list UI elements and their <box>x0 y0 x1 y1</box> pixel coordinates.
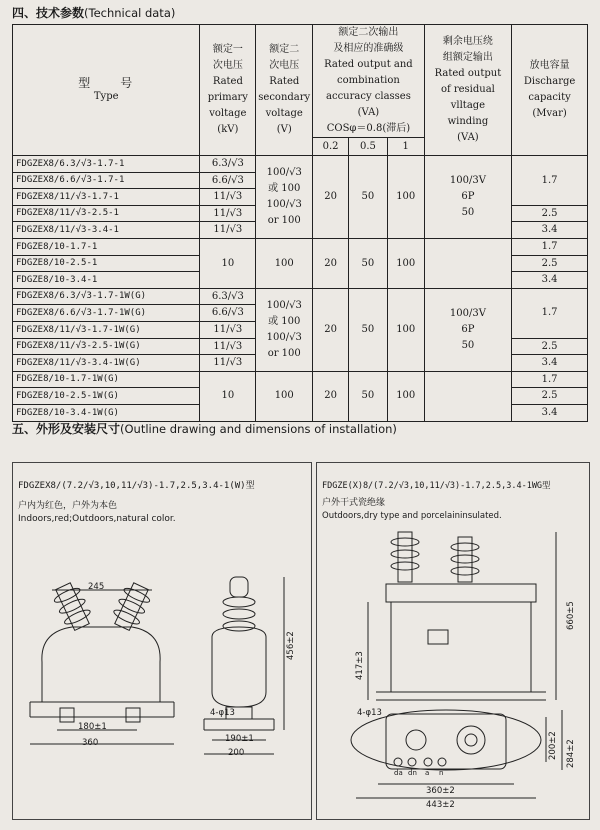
class-1-cell: 100 <box>387 156 424 239</box>
type-cell: FDGZEX8/6.3/√3-1.7-1 <box>13 156 200 173</box>
drawing-right-note-cn: 户外干式瓷绝缘 <box>322 498 386 508</box>
drawing-left-note-en: Indoors,red;Outdoors,natural color. <box>18 514 176 524</box>
terminal-a: a <box>425 769 430 777</box>
drawing-left-title: FDGZEX8/(7.2/√3,10,11/√3)-1.7,2.5,3.4-1(W)型 <box>18 481 255 491</box>
dim-hole-right: 4-φ13 <box>357 708 382 718</box>
section-title-en: (Outline drawing and dimensions of installation) <box>120 422 397 436</box>
class-0-2-cell: 20 <box>313 156 349 239</box>
drawing-right-svg <box>316 462 588 818</box>
section-title-technical-data <box>12 4 175 21</box>
discharge-cell: 1.7 <box>512 371 588 388</box>
discharge-cell: 1.7 <box>512 156 588 206</box>
dim-360: 360 <box>82 738 99 748</box>
type-cell: FDGZE8/10-2.5-1 <box>13 255 200 272</box>
class-0-2-cell: 20 <box>313 371 349 421</box>
class-0-5-cell: 50 <box>349 156 388 239</box>
header-class-1: 1 <box>387 138 424 156</box>
primary-cell: 10 <box>200 238 256 288</box>
type-cell: FDGZEX8/6.6/√3-1.7-1W(G) <box>13 305 200 322</box>
discharge-cell: 3.4 <box>512 222 588 239</box>
dim-284: 284±2 <box>566 739 576 768</box>
discharge-cell: 3.4 <box>512 404 588 421</box>
type-cell: FDGZEX8/11/√3-3.4-1 <box>13 222 200 239</box>
primary-cell: 6.3/√3 <box>200 156 256 173</box>
class-1-cell: 100 <box>387 371 424 421</box>
discharge-cell: 3.4 <box>512 355 588 372</box>
table-row <box>13 371 588 388</box>
discharge-cell: 1.7 <box>512 288 588 338</box>
type-cell: FDGZEX8/11/√3-1.7-1W(G) <box>13 321 200 338</box>
dim-245: 245 <box>88 582 105 592</box>
dim-456: 456±2 <box>286 631 296 660</box>
dim-443: 443±2 <box>426 800 455 810</box>
primary-cell: 6.6/√3 <box>200 172 256 189</box>
table-row <box>13 288 588 305</box>
primary-cell: 11/√3 <box>200 189 256 206</box>
drawing-right-title: FDGZE(X)8/(7.2/√3,10,11/√3)-1.7,2.5,3.4-1WG型 <box>322 481 551 491</box>
type-cell: FDGZEX8/6.6/√3-1.7-1 <box>13 172 200 189</box>
type-cell: FDGZEX8/11/√3-2.5-1W(G) <box>13 338 200 355</box>
class-0-5-cell: 50 <box>349 238 388 288</box>
secondary-cell: 100/√3 或 100 100/√3 or 100 <box>256 288 313 371</box>
discharge-cell: 2.5 <box>512 255 588 272</box>
primary-cell: 6.6/√3 <box>200 305 256 322</box>
dim-200-right: 200±2 <box>548 731 558 760</box>
header-primary-voltage: 额定一 次电压 Rated primary voltage (kV) <box>200 25 256 156</box>
type-cell: FDGZE8/10-1.7-1W(G) <box>13 371 200 388</box>
header-secondary-voltage: 额定二 次电压 Rated secondary voltage (V) <box>256 25 313 156</box>
terminal-n: n <box>439 769 444 777</box>
header-class-0-5: 0.5 <box>349 138 388 156</box>
section-title-outline-drawing <box>12 420 397 437</box>
table-row <box>13 238 588 255</box>
primary-cell: 11/√3 <box>200 321 256 338</box>
primary-cell: 11/√3 <box>200 222 256 239</box>
type-cell: FDGZE8/10-1.7-1 <box>13 238 200 255</box>
header-class-0-2: 0.2 <box>313 138 349 156</box>
class-0-2-cell: 20 <box>313 288 349 371</box>
terminal-dn: dn <box>408 769 417 777</box>
section-title-en: (Technical data) <box>84 6 176 20</box>
terminal-da: da <box>394 769 403 777</box>
discharge-cell: 3.4 <box>512 272 588 289</box>
type-cell: FDGZEX8/11/√3-2.5-1 <box>13 205 200 222</box>
secondary-cell: 100 <box>256 371 313 421</box>
dim-190: 190±1 <box>225 734 254 744</box>
type-cell: FDGZE8/10-3.4-1W(G) <box>13 404 200 421</box>
class-0-5-cell: 50 <box>349 288 388 371</box>
primary-cell: 6.3/√3 <box>200 288 256 305</box>
header-rated-output: 额定二次输出 及相应的准确级 Rated output and combination accuracy classes (VA) COSφ＝0.8(滞后) <box>313 25 424 138</box>
secondary-cell: 100 <box>256 238 313 288</box>
dim-180: 180±1 <box>78 722 107 732</box>
type-cell: FDGZEX8/6.3/√3-1.7-1W(G) <box>13 288 200 305</box>
primary-cell: 10 <box>200 371 256 421</box>
residual-cell <box>424 371 512 421</box>
technical-data-table <box>12 24 588 422</box>
drawing-right-note-en: Outdoors,dry type and porcelaininsulated. <box>322 511 502 521</box>
primary-cell: 11/√3 <box>200 355 256 372</box>
class-1-cell: 100 <box>387 288 424 371</box>
discharge-cell: 2.5 <box>512 388 588 405</box>
type-cell: FDGZE8/10-3.4-1 <box>13 272 200 289</box>
class-0-2-cell: 20 <box>313 238 349 288</box>
discharge-cell: 2.5 <box>512 205 588 222</box>
dim-360-right: 360±2 <box>426 786 455 796</box>
dim-hole-left: 4-φ13 <box>210 708 235 718</box>
table-row <box>13 156 588 173</box>
residual-cell: 100/3V 6P 50 <box>424 288 512 371</box>
dim-200: 200 <box>228 748 245 758</box>
discharge-cell: 2.5 <box>512 338 588 355</box>
section-title-cn: 五、外形及安装尺寸 <box>12 422 121 436</box>
header-residual-winding: 剩余电压绕 组额定输出 Rated output of residual vlltage winding (VA) <box>424 25 512 156</box>
type-cell: FDGZEX8/11/√3-3.4-1W(G) <box>13 355 200 372</box>
type-cell: FDGZEX8/11/√3-1.7-1 <box>13 189 200 206</box>
primary-cell: 11/√3 <box>200 338 256 355</box>
header-type: 型 号 Type <box>13 25 200 156</box>
section-title-cn: 四、技术参数 <box>12 6 85 20</box>
dim-660: 660±5 <box>566 601 576 630</box>
dim-417: 417±3 <box>355 651 365 680</box>
discharge-cell: 1.7 <box>512 238 588 255</box>
type-cell: FDGZE8/10-2.5-1W(G) <box>13 388 200 405</box>
residual-cell <box>424 238 512 288</box>
class-0-5-cell: 50 <box>349 371 388 421</box>
residual-cell: 100/3V 6P 50 <box>424 156 512 239</box>
primary-cell: 11/√3 <box>200 205 256 222</box>
secondary-cell: 100/√3 或 100 100/√3 or 100 <box>256 156 313 239</box>
header-discharge-capacity: 放电容量 Discharge capacity (Mvar) <box>512 25 588 156</box>
drawing-left-svg <box>12 462 310 818</box>
drawing-left-note-cn: 户内为红色，户外为本色 <box>18 501 118 511</box>
class-1-cell: 100 <box>387 238 424 288</box>
